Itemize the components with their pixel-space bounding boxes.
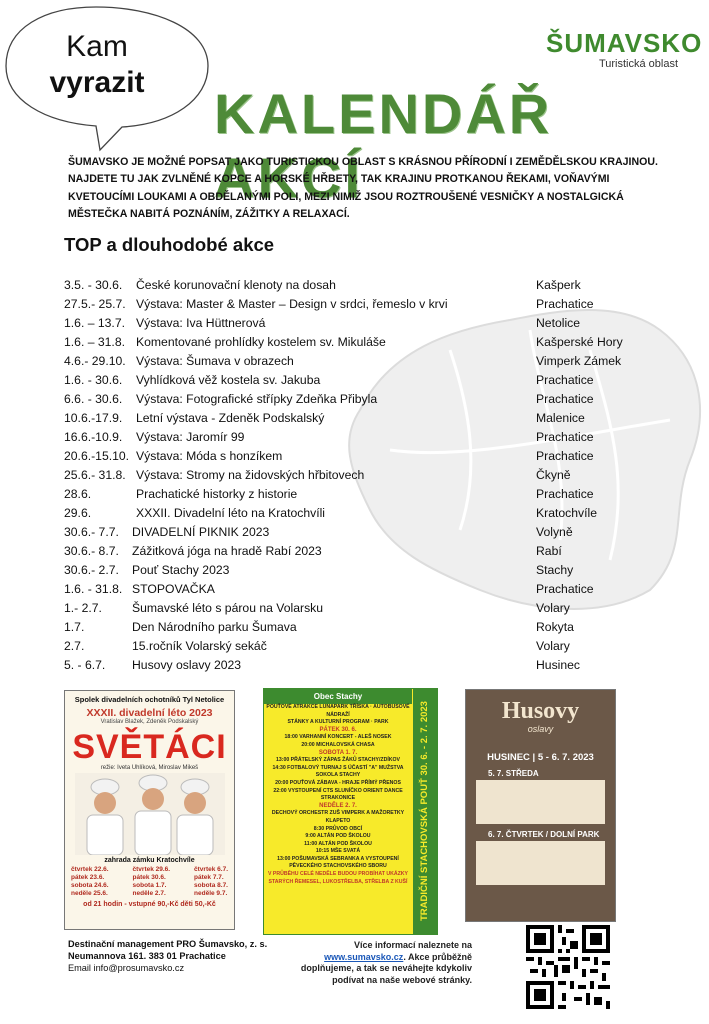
poster-date: pátek 30.6. <box>132 874 166 881</box>
footer-org: Destinační management PRO Šumavsko, z. s. <box>68 939 268 949</box>
event-place: Volary <box>536 601 570 615</box>
event-place: Netolice <box>536 316 581 330</box>
event-date: 30.6.- 7.7. <box>64 525 119 539</box>
event-name: Výstava: Móda s honzíkem <box>136 449 283 463</box>
event-row <box>64 637 644 656</box>
logo-subtitle: Turistická oblast <box>598 58 678 70</box>
event-date: 1.7. <box>64 620 85 634</box>
event-row <box>64 352 644 371</box>
event-date: 30.6.- 8.7. <box>64 544 119 558</box>
event-place: Volyně <box>536 525 573 539</box>
event-row <box>64 428 644 447</box>
event-date: 29.6. <box>64 506 92 520</box>
event-row <box>64 295 644 314</box>
event-row <box>64 504 644 523</box>
poster-title: XXXII. divadelní léto 2023 <box>86 707 213 719</box>
program-note: V PRŮBĚHU CELÉ NEDĚLE BUDOU PROBÍHAT UKÁZKY STARÝCH ŘEMESEL, LUKOSTŘELBA, STŘELBA Z KUŠÍ <box>268 871 408 885</box>
event-date: 20.6.-15.10. <box>64 449 130 463</box>
event-place: Rabí <box>536 544 562 558</box>
event-place: Kašperské Hory <box>536 335 623 349</box>
program-line: DECHOVÝ ORCHESTR ZUŠ VIMPERK A MAŽORETKY KLAPETO <box>271 810 405 824</box>
event-date: 1.6. - 30.6. <box>64 373 123 387</box>
poster-date: sobota 24.6. <box>71 882 109 889</box>
poster-date: neděle 9.7. <box>194 890 228 897</box>
event-name: Den Národního parku Šumava <box>132 620 297 634</box>
poster-dates <box>65 864 234 898</box>
event-name: Výstava: Jaromír 99 <box>136 430 245 444</box>
event-place: Prachatice <box>536 430 594 444</box>
poster-schedule-block <box>476 780 605 824</box>
poster-day-heading: 6. 7. ČTVRTEK / DOLNÍ PARK <box>488 830 600 839</box>
poster-org: Spolek divadelních ochotníků Tyl Netolice <box>74 695 225 704</box>
page-title: KALENDÁŘ AKCÍ <box>214 82 553 209</box>
event-place: Malenice <box>536 411 585 425</box>
footer-contact <box>68 938 267 974</box>
event-name: 15.ročník Volarský sekáč <box>132 639 267 653</box>
event-name: DIVADELNÍ PIKNIK 2023 <box>132 525 270 539</box>
poster-date-column <box>194 866 228 898</box>
poster-date: sobota 8.7. <box>194 882 228 889</box>
poster-date-column <box>133 866 171 898</box>
event-date: 27.5.- 25.7. <box>64 297 126 311</box>
poster-price: od 21 hodin - vstupné 90,-Kč děti 50,-Kč <box>83 901 216 908</box>
program-line: 8:30 PRŮVOD OBCÍ <box>313 825 363 832</box>
event-place: Prachatice <box>536 297 594 311</box>
event-date: 4.6.- 29.10. <box>64 354 126 368</box>
intro-paragraph: ŠUMAVSKO JE MOŽNÉ POPSAT JAKO TURISTICKOU OBLAST S KRÁSNOU PŘÍRODNÍ I ZEMĚDĚLSKOU KRAJINOU. NAJDETE TU JAK ZVLNĚNÉ KOPCE A HORSKÉ HŘBETY, TAK KRAJINU PROTKANOU ŘEKAMI, VOŇAVÝMI KVETOUCÍMI LOUKAMI A OBDĚLANÝMI POLI, MEZI NIMIŽ JSOU ROZTROUŠENÉ VESNIČKY A NOSTALGICKÁ MĚSTEČKA NABITÁ POZNÁNÍM, ZÁŽITKY A RELAXACÍ. <box>68 156 658 221</box>
sumavsko-logo[interactable] <box>546 28 703 70</box>
poster-date: čtvrtek 6.7. <box>194 866 228 873</box>
bubble-line-2: vyrazit <box>49 66 145 99</box>
poster-program <box>264 704 412 886</box>
program-line: 13:00 POŠUMAVSKÁ SEBRANKA A VYSTOUPENÍ PĚVECKÉHO STACHOVSKÉHO SBORU <box>277 855 399 870</box>
program-line: STÁNKY A KULTURNÍ PROGRAM · PARK <box>287 719 389 726</box>
event-place: Kratochvíle <box>536 506 597 520</box>
event-place: Husinec <box>536 658 581 672</box>
event-place: Prachatice <box>536 487 594 501</box>
program-day: NEDĚLE 2. 7. <box>319 802 357 809</box>
event-date: 6.6. - 30.6. <box>64 392 123 406</box>
poster-husovy-oslavy[interactable] <box>465 689 616 922</box>
poster-day-heading: 5. 7. STŘEDA <box>488 769 539 778</box>
footer-info <box>292 940 472 986</box>
event-date: 30.6.- 2.7. <box>64 563 119 577</box>
event-place: Prachatice <box>536 582 594 596</box>
program-day: SOBOTA 1. 7. <box>318 749 358 756</box>
event-name: České korunovační klenoty na dosah <box>136 278 336 292</box>
event-row <box>64 599 644 618</box>
event-place: Stachy <box>536 563 574 577</box>
poster-date: čtvrtek 22.6. <box>71 866 109 873</box>
event-name: Pouť Stachy 2023 <box>132 563 230 577</box>
program-line: 11:00 ALTÁN POD ŠKOLOU <box>304 840 372 847</box>
program-line: 14:30 FOTBALOVÝ TURNAJ S ÚČASTÍ "A" MUŽSTVA SOKOLA STACHY <box>272 764 404 779</box>
event-name: STOPOVAČKA <box>132 582 215 596</box>
program-line: 22:00 VYSTOUPENÍ CTS SLUNÍČKO ORIENT DANCE STRAKONICE <box>273 787 403 802</box>
event-row <box>64 485 644 504</box>
event-row <box>64 409 644 428</box>
logo-name: ŠUMAVSKO <box>546 28 703 58</box>
event-row <box>64 371 644 390</box>
event-name: Výstava: Iva Hüttnerová <box>136 316 266 330</box>
footer-email[interactable]: Email info@prosumavsko.cz <box>68 963 185 973</box>
poster-directors: režie: Iveta Uhlíková, Miroslav Mikeš <box>100 765 199 771</box>
event-date: 10.6.-17.9. <box>64 411 123 425</box>
event-name: Prachatické historky z historie <box>136 487 298 501</box>
event-row <box>64 580 644 599</box>
event-date: 5. - 6.7. <box>64 658 106 672</box>
event-place: Prachatice <box>536 392 594 406</box>
event-row <box>64 618 644 637</box>
event-place: Prachatice <box>536 449 594 463</box>
poster-side-banner <box>413 689 437 934</box>
event-name: Vyhlídková věž kostela sv. Jakuba <box>136 373 321 387</box>
event-date: 3.5. - 30.6. <box>64 278 123 292</box>
poster-place-dates: HUSINEC | 5 - 6. 7. 2023 <box>487 752 594 763</box>
poster-date: neděle 25.6. <box>71 890 108 897</box>
poster-svetaci[interactable] <box>64 690 235 930</box>
event-place: Vimperk Zámek <box>536 354 622 368</box>
event-place: Rokyta <box>536 620 574 634</box>
event-place: Čkyně <box>536 468 571 482</box>
event-date: 2.7. <box>64 639 85 653</box>
event-row <box>64 333 644 352</box>
program-line: 10:15 MŠE SVATÁ <box>315 848 361 855</box>
event-place: Kašperk <box>536 278 581 292</box>
event-name: XXXII. Divadelní léto na Kratochvíli <box>136 506 326 520</box>
bubble-line-1: Kam <box>66 30 128 63</box>
footer-address: Neumannova 161. 383 01 Prachatice <box>68 951 226 961</box>
poster-date: neděle 2.7. <box>132 890 166 897</box>
event-name: Husovy oslavy 2023 <box>132 658 242 672</box>
event-name: Výstava: Stromy na židovských hřbitovech <box>136 468 365 482</box>
footer-info-text: Více informací naleznete na <box>353 940 472 950</box>
event-name: Výstava: Fotografické střípky Zdeňka Přibyla <box>136 392 378 406</box>
poster-title: Husovy <box>501 698 580 724</box>
event-date: 25.6.- 31.8. <box>64 468 126 482</box>
event-row <box>64 561 644 580</box>
event-place: Volary <box>536 639 570 653</box>
event-name: Letní výstava - Zdeněk Podskalský <box>136 411 325 425</box>
event-row <box>64 542 644 561</box>
bubble-text <box>22 30 172 102</box>
event-date: 16.6.-10.9. <box>64 430 123 444</box>
event-row <box>64 523 644 542</box>
poster-venue: zahrada zámku Kratochvíle <box>104 857 195 864</box>
program-line: 20:00 MICHALOVSKÁ CHASA <box>301 741 375 748</box>
footer-info-text-2: . Akce průběžně doplňujeme, a tak se neváhejte kdykoliv podívat na naše webové stránky. <box>300 951 472 985</box>
poster-schedule-block <box>476 841 605 885</box>
event-name: Komentované prohlídky kostelem sv. Mikuláše <box>136 335 386 349</box>
poster-date: pátek 23.6. <box>71 874 105 881</box>
event-place: Prachatice <box>536 373 594 387</box>
poster-play-name: SVĚTÁCI <box>72 728 227 766</box>
event-name: Výstava: Master & Master – Design v srdci, řemeslo v krvi <box>136 297 448 311</box>
program-line: 9:00 ALTÁN POD ŠKOLOU <box>305 833 371 840</box>
event-row <box>64 656 644 675</box>
poster-subtitle: oslavy <box>527 724 554 734</box>
event-row <box>64 276 644 295</box>
poster-authors: Vratislav Blažek, Zdeněk Podskalský <box>100 719 199 725</box>
event-date: 1.6. – 31.8. <box>64 335 125 349</box>
event-name: Šumavské léto s párou na Volarsku <box>132 601 324 615</box>
event-row <box>64 390 644 409</box>
event-row <box>64 447 644 466</box>
poster-date: čtvrtek 29.6. <box>132 866 171 873</box>
poster-date: pátek 7.7. <box>194 874 224 881</box>
program-line: 20:00 POUŤOVÁ ZÁBAVA - HRAJE PŘÍMÝ PŘENOS <box>275 779 401 786</box>
events-list <box>64 276 644 675</box>
qr-code[interactable] <box>526 925 610 1009</box>
program-line: 18:00 VARHANNÍ KONCERT - ALEŠ NOSEK <box>284 734 392 741</box>
event-name: Zážitková jóga na hradě Rabí 2023 <box>132 544 322 558</box>
event-date: 1.6. - 31.8. <box>64 582 123 596</box>
section-title: TOP a dlouhodobé akce <box>64 234 275 255</box>
event-row <box>64 466 644 485</box>
website-link[interactable]: www.sumavsko.cz <box>324 951 404 962</box>
program-line: POUŤOVÉ ATRAKCE LUNAPARK TŘÍSKA · AUTOBUSOVÉ NÁDRAŽÍ <box>266 704 410 718</box>
program-day: PÁTEK 30. 6. <box>319 726 357 733</box>
poster-date: sobota 1.7. <box>132 882 167 889</box>
event-date: 28.6. <box>64 487 92 501</box>
event-date: 1.- 2.7. <box>64 601 102 615</box>
event-row <box>64 314 644 333</box>
poster-date-column <box>71 866 109 898</box>
event-name: Výstava: Šumava v obrazech <box>136 354 294 368</box>
cooks-illustration <box>75 773 225 855</box>
poster-header: Obec Stachy <box>264 689 412 704</box>
event-date: 1.6. – 13.7. <box>64 316 125 330</box>
program-line: 13:00 PŘÁTELSKÝ ZÁPAS ŽÁKŮ STACHY/ZDÍKOV <box>275 757 401 764</box>
poster-side-text: TRADIČNÍ STACHOVSKÁ POUŤ 30. 6. - 2. 7. 2023 <box>419 701 430 921</box>
poster-stachy[interactable] <box>263 688 438 935</box>
